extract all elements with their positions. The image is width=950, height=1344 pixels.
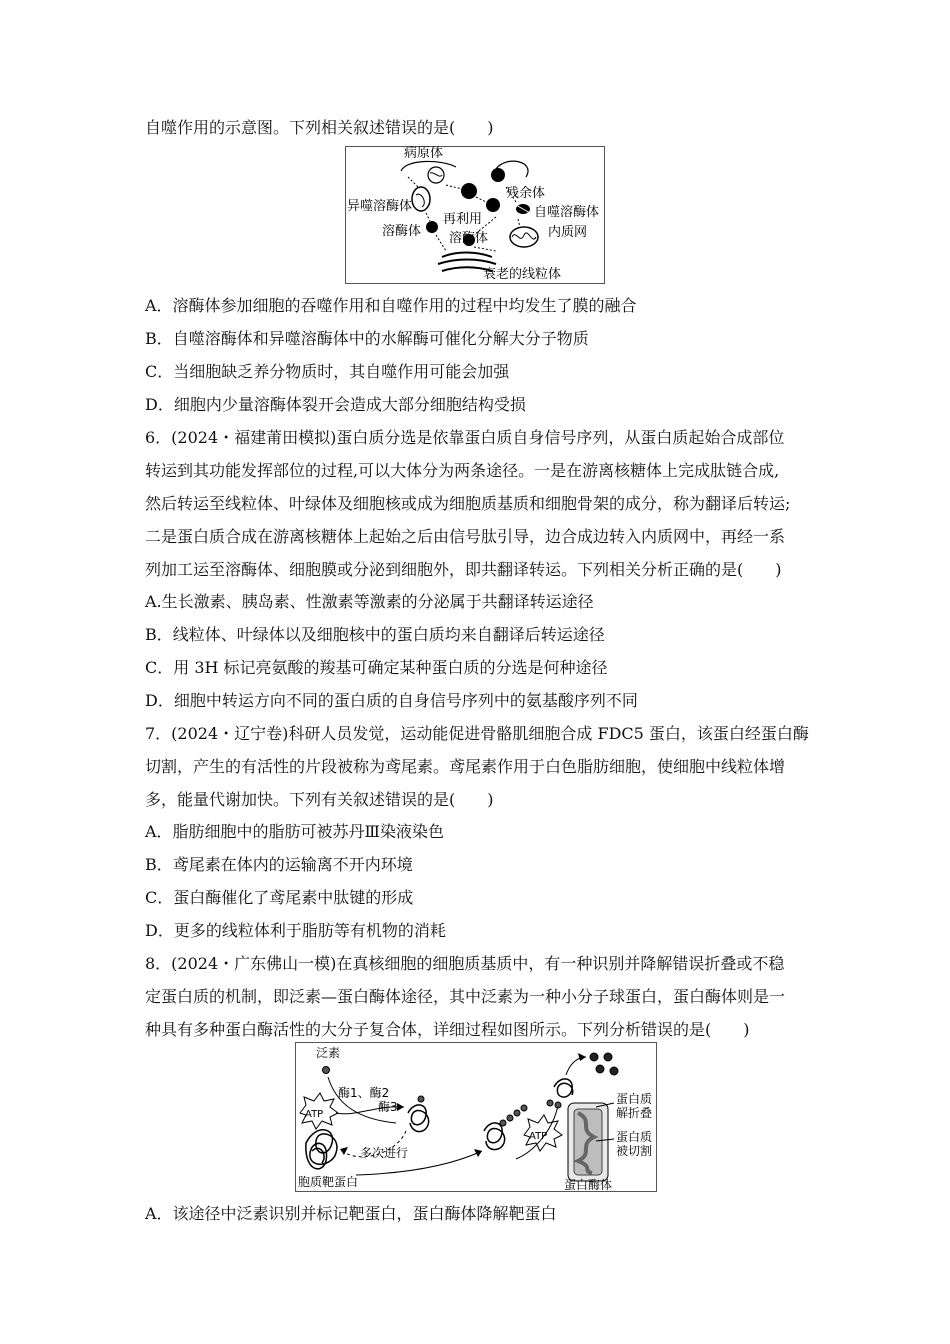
q8-stem-line3: 种具有多种蛋白酶活性的大分子复合体，详细过程如图所示。下列分析错误的是( )	[145, 1020, 750, 1039]
label-proteasome: 蛋白酶体	[564, 1178, 613, 1192]
q7-stem-line3: 多，能量代谢加快。下列有关叙述错误的是( )	[145, 790, 494, 809]
label-er: 内质网	[548, 225, 588, 240]
label-autophagic-lysosome: 自噬溶酶体	[534, 205, 600, 220]
label-ubiquitin: 泛素	[316, 1046, 341, 1060]
q6-option-a: A.生长激素、胰岛素、性激素等激素的分泌属于共翻译转运途径	[145, 592, 594, 611]
q6-stem-line1: 6．(2024・福建莆田模拟)蛋白质分选是依靠蛋白质自身信号序列，从蛋白质起始合成部位	[145, 428, 785, 447]
q7-option-c: C．蛋白酶催化了鸢尾素中肽键的形成	[145, 888, 414, 907]
q8-stem-line2: 定蛋白质的机制，即泛素—蛋白酶体途径，其中泛素为一种小分子球蛋白，蛋白酶体则是一	[145, 987, 786, 1006]
label-atp-left: ATP	[305, 1109, 324, 1120]
label-residual-body: 残余体	[506, 186, 546, 201]
label-enzyme-1-2: 酶1、酶2	[338, 1086, 390, 1100]
q6-stem-line2: 转运到其功能发挥部位的过程,可以大体分为两条途径。一是在游离核糖体上完成肽链合成,	[145, 461, 780, 480]
q7-option-d: D．更多的线粒体利于脂肪等有机物的消耗	[145, 921, 446, 940]
ubiquitin-pathway-drawing	[296, 1043, 656, 1191]
autophagy-figure	[345, 146, 605, 284]
label-heterophagic-lysosome: 异噬溶酶体	[347, 199, 413, 214]
label-unfold-line2: 解折叠	[616, 1106, 653, 1120]
label-target-protein: 胞质靶蛋白	[298, 1175, 359, 1189]
q7-option-b: B．鸢尾素在体内的运输离不开内环境	[145, 855, 413, 874]
q6-stem-line3: 然后转运至线粒体、叶绿体及细胞核或成为细胞质基质和细胞骨架的成分，称为翻译后转运;	[145, 494, 791, 513]
label-lysosome-center: 溶酶体	[449, 231, 489, 246]
q8-option-a: A．该途径中泛素识别并标记靶蛋白，蛋白酶体降解靶蛋白	[145, 1204, 557, 1223]
q6-option-c: C．用 3H 标记亮氨酸的羧基可确定某种蛋白质的分选是何种途径	[145, 658, 608, 677]
q7-stem-line1: 7．(2024・辽宁卷)科研人员发觉，运动能促进骨骼肌细胞合成 FDC5 蛋白，该蛋白经蛋白酶	[145, 724, 809, 743]
label-cut-line2: 被切割	[616, 1144, 653, 1158]
q6-stem-line5: 列加工运至溶酶体、细胞膜或分泌到细胞外，即共翻译转运。下列相关分析正确的是( )	[145, 560, 782, 579]
q5-option-c: C．当细胞缺乏养分物质时，其自噬作用可能会加强	[145, 362, 510, 381]
q6-option-b: B．线粒体、叶绿体以及细胞核中的蛋白质均来自翻译后转运途径	[145, 625, 605, 644]
q8-stem-line1: 8．(2024・广东佛山一模)在真核细胞的细胞质基质中，有一种识别并降解错误折叠或不稳	[145, 954, 785, 973]
label-unfold-line1: 蛋白质	[616, 1092, 653, 1106]
label-enzyme-3: 酶3	[378, 1100, 398, 1114]
q7-stem-line2: 切割，产生的有活性的片段被称为鸢尾素。鸢尾素作用于白色脂肪细胞，使细胞中线粒体增	[145, 757, 786, 776]
q6-option-d: D．细胞中转运方向不同的蛋白质的自身信号序列中的氨基酸序列不同	[145, 691, 638, 710]
label-lysosome-left: 溶酶体	[382, 224, 422, 239]
q7-option-a: A．脂肪细胞中的脂肪可被苏丹Ⅲ染液染色	[145, 822, 444, 841]
label-atp-right: ATP	[529, 1131, 548, 1142]
label-reuse: 再利用	[443, 212, 483, 227]
label-aging-mitochondria: 衰老的线粒体	[483, 267, 562, 282]
q6-stem-line4: 二是蛋白质合成在游离核糖体上起始之后由信号肽引导，边合成边转入内质网中，再经一系	[145, 527, 786, 546]
label-pathogen: 病原体	[404, 146, 444, 161]
q5-option-b: B．自噬溶酶体和异噬溶酶体中的水解酶可催化分解大分子物质	[145, 329, 589, 348]
label-cut-line1: 蛋白质	[616, 1130, 653, 1144]
ubiquitin-proteasome-figure	[295, 1042, 657, 1192]
label-repeat-multiple: 多次进行	[360, 1146, 409, 1160]
q5-option-a: A．溶酶体参加细胞的吞噬作用和自噬作用的过程中均发生了膜的融合	[145, 296, 637, 315]
q5-option-d: D．细胞内少量溶酶体裂开会造成大部分细胞结构受损	[145, 395, 526, 414]
question5-stem-end: 自噬作用的示意图。下列相关叙述错误的是( )	[145, 118, 494, 137]
